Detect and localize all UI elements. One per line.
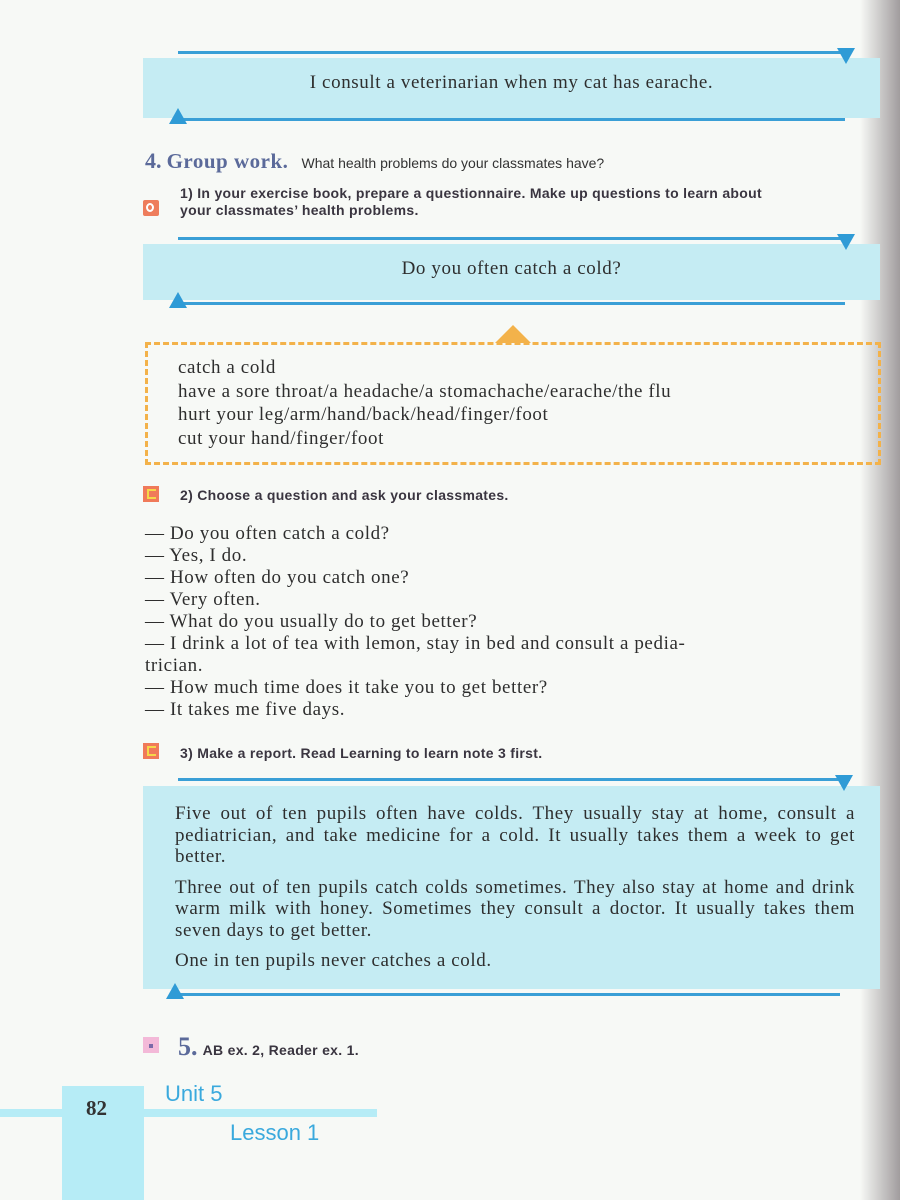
phrase-item: hurt your leg/arm/hand/back/head/finger/foot <box>178 404 549 425</box>
unit-label: Unit 5 <box>165 1081 223 1106</box>
report-paragraph: One in ten pupils never catches a cold. <box>175 950 492 971</box>
task-5-text: AB ex. 2, Reader ex. 1. <box>202 1042 359 1058</box>
dialogue-line: — Yes, I do. <box>145 545 248 566</box>
step-1-line: your classmates’ health problems. <box>180 202 419 218</box>
step-2-instruction: 2) Choose a question and ask your classmates. <box>180 487 509 503</box>
box-line <box>178 778 850 781</box>
triangle-down-icon <box>837 48 855 64</box>
speaking-icon <box>143 743 159 759</box>
dialogue-line: — I drink a lot of tea with lemon, stay in bed and consult a pedia- <box>145 633 686 654</box>
triangle-down-icon <box>835 775 853 791</box>
example-sentence-1: I consult a veterinarian when my cat has earache. <box>309 72 714 93</box>
step-3-instruction: 3) Make a report. Read Learning to learn note 3 first. <box>180 745 543 761</box>
task-prompt: What health problems do your classmates have? <box>301 155 605 171</box>
box-line <box>178 118 845 121</box>
task-number: 5. <box>178 1032 198 1061</box>
dialogue <box>145 523 880 721</box>
triangle-down-icon <box>837 234 855 250</box>
phrase-list <box>178 356 671 450</box>
page-number: 82 <box>86 1096 107 1120</box>
box-line <box>178 302 845 305</box>
dialogue-line: trician. <box>145 655 204 676</box>
report-text <box>175 803 855 981</box>
box-line <box>178 51 850 54</box>
step-1-instruction <box>180 185 762 219</box>
task-number: 4. <box>145 148 162 173</box>
phrase-item: have a sore throat/a headache/a stomachache/earache/the flu <box>178 380 672 402</box>
box-line <box>178 237 850 240</box>
phrase-box-pointer <box>495 325 531 343</box>
report-paragraph: Five out of ten pupils often have colds. They usually stay at home, consult a pediatrician, and take medicine for a cold. It usually takes them a week to get better. <box>175 803 855 867</box>
footer-line <box>0 1109 377 1117</box>
dialogue-line: — Do you often catch a cold? <box>145 523 390 544</box>
task-title: Group work. <box>166 149 289 173</box>
box-line <box>178 993 840 996</box>
phrase-item: catch a cold <box>178 357 276 378</box>
dialogue-line: — Very often. <box>145 589 261 610</box>
task-5 <box>178 1032 359 1062</box>
home-icon <box>143 1037 159 1053</box>
dialogue-line: — How often do you catch one? <box>145 567 410 588</box>
example-sentence-2: Do you often catch a cold? <box>401 258 622 279</box>
dialogue-line: — How much time does it take you to get better? <box>145 677 548 698</box>
lesson-label: Lesson 1 <box>230 1120 320 1145</box>
dialogue-line: — What do you usually do to get better? <box>145 611 478 632</box>
report-paragraph: Three out of ten pupils catch colds sometimes. They also stay at home and drink warm milk with honey. Sometimes they consult a doctor. It usually takes them seven days to get better. <box>175 876 855 941</box>
speaking-icon <box>143 486 159 502</box>
step-1-line: 1) In your exercise book, prepare a questionnaire. Make up questions to learn about <box>180 185 762 201</box>
triangle-up-icon <box>166 983 184 999</box>
triangle-up-icon <box>169 108 187 124</box>
dialogue-line: — It takes me five days. <box>145 699 346 720</box>
writing-icon <box>143 200 159 216</box>
phrase-item: cut your hand/finger/foot <box>178 427 385 449</box>
task-4-heading <box>145 148 604 174</box>
triangle-up-icon <box>169 292 187 308</box>
